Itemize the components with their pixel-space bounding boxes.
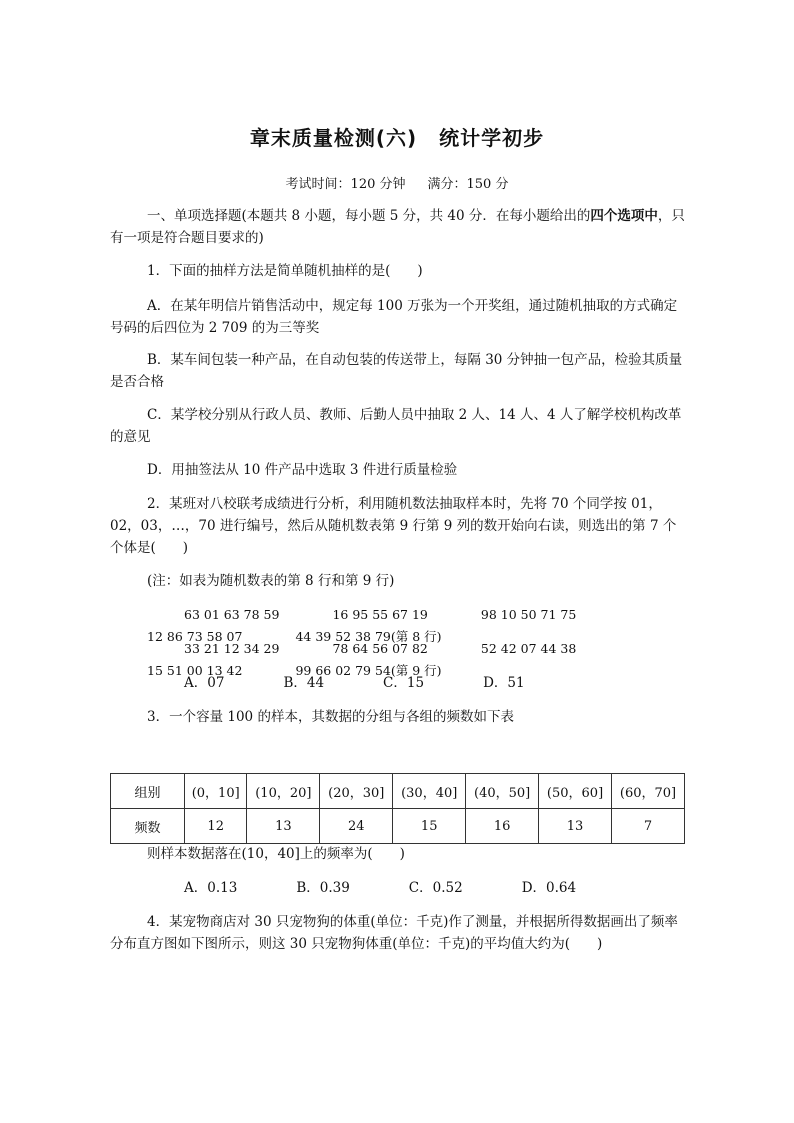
title-main: 章末质量检测(六)	[249, 126, 418, 150]
table-cell: 24	[320, 809, 393, 844]
table-cell: (0，10]	[185, 774, 247, 809]
random-group: 44 39 52 38 79(第 8 行)	[295, 629, 442, 644]
exam-score: 满分：150 分	[427, 177, 509, 192]
q1-stem: 1．下面的抽样方法是简单随机抽样的是( )	[147, 263, 423, 279]
random-group: 99 66 02 79 54(第 9 行)	[295, 663, 442, 678]
q2-option: D．51	[483, 675, 525, 691]
section-tail: ，只有一项是符合题目要求的)	[110, 208, 685, 246]
q2-note: (注：如表为随机数表的第 8 行和第 9 行)	[147, 573, 395, 589]
section-label: 一、单项选择题(本题共 8 小题，每小题 5 分，共 40 分．在每小题给出的	[147, 208, 591, 224]
random-group: 98 10 50 71 75	[480, 607, 577, 622]
random-group: 15 51 00 13 42	[147, 663, 243, 678]
q2-option: C．15	[383, 675, 425, 691]
table-cell: 15	[393, 809, 466, 844]
exam-time: 考试时间：120 分钟	[285, 177, 406, 192]
q2-options	[110, 672, 685, 694]
table-cell: 13	[539, 809, 612, 844]
q1-option-a: A．在某年明信片销售活动中，规定每 100 万张为一个开奖组，通过随机抽取的方式确定号码的后四位为 2 709 的为三等奖	[110, 298, 678, 336]
table-row	[111, 809, 685, 844]
random-group: 63 01 63 78 59	[184, 607, 280, 622]
section-heading	[110, 205, 685, 249]
random-group: 12 86 73 58 07	[147, 629, 243, 644]
q1-option-b: B．某车间包装一种产品，在自动包装的传送带上，每隔 30 分钟抽一包产品，检验其质量是否合格	[110, 352, 683, 390]
table-cell: (10，20]	[247, 774, 320, 809]
page-title	[0, 122, 794, 151]
q3-option: A．0.13	[184, 880, 238, 896]
title-sub: 统计学初步	[439, 126, 545, 150]
q1-option-c: C．某学校分别从行政人员、教师、后勤人员中抽取 2 人、14 人、4 人了解学校机构改革的意见	[110, 407, 682, 445]
q1-option-d: D．用抽签法从 10 件产品中选取 3 件进行质量检验	[147, 462, 458, 478]
q4-stem: 4．某宠物商店对 30 只宠物狗的体重(单位：千克)作了测量，并根据所得数据画出了频率分布直方图如下图所示，则这 30 只宠物狗体重(单位：千克)的平均值大约为( )	[110, 914, 678, 952]
q3-question: 则样本数据落在(10，40]上的频率为( )	[147, 846, 405, 862]
frequency-table	[110, 773, 685, 844]
table-cell: 13	[247, 809, 320, 844]
q3-option: D．0.64	[521, 880, 577, 896]
q3-option: C．0.52	[408, 880, 463, 896]
random-group: 16 95 55 67 19	[332, 607, 428, 622]
table-cell: (50，60]	[539, 774, 612, 809]
table-cell: 16	[466, 809, 539, 844]
table-cell: 12	[185, 809, 247, 844]
q2-stem: 2．某班对八校联考成绩进行分析，利用随机数法抽取样本时，先将 70 个同学按 01，02，03，…，70 进行编号，然后从随机数表第 9 行第 9 列的数开始向右读，则选出的第 7 个个体是( )	[110, 496, 677, 556]
random-group: 78 64 56 07 82	[332, 641, 428, 656]
random-group: 52 42 07 44 38	[480, 641, 577, 656]
table-cell: (40，50]	[466, 774, 539, 809]
random-group: 33 21 12 34 29	[184, 641, 280, 656]
q2-option: B．44	[283, 675, 325, 691]
q3-option: B．0.39	[296, 880, 350, 896]
section-bold: 四个选项中	[590, 208, 658, 224]
table-header-cell: 频数	[111, 809, 185, 844]
exam-meta	[0, 173, 794, 192]
q2-option: A．07	[184, 675, 225, 691]
q3-stem: 3．一个容量 100 的样本，其数据的分组与各组的频数如下表	[147, 709, 514, 725]
q3-options	[110, 877, 685, 899]
table-header-cell: 组别	[111, 774, 185, 809]
table-cell: (20，30]	[320, 774, 393, 809]
table-cell: (60，70]	[612, 774, 685, 809]
table-cell: (30，40]	[393, 774, 466, 809]
table-row	[111, 774, 685, 809]
table-cell: 7	[612, 809, 685, 844]
